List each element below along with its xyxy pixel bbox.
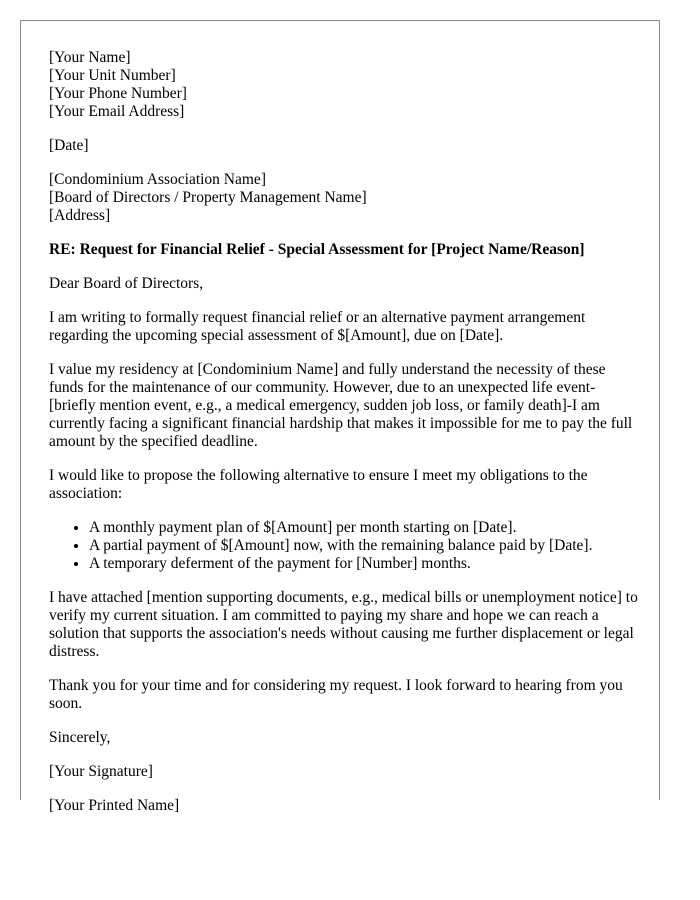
- letter-content: [49, 49, 639, 831]
- body-paragraph-thanks: Thank you for your time and for considering my request. I look forward to hearing from you soon.: [49, 677, 623, 712]
- recipient-address-block: [49, 171, 639, 225]
- letter-page: [20, 20, 660, 814]
- subject-line: RE: Request for Financial Relief - Special Assessment for [Project Name/Reason]: [49, 241, 585, 258]
- printed-name-placeholder: [Your Printed Name]: [49, 797, 180, 814]
- body-paragraph-proposal: I would like to propose the following alternative to ensure I meet my obligations to the association:: [49, 467, 588, 502]
- recipient-board: [Board of Directors / Property Management Name]: [49, 189, 367, 206]
- letter-date: [Date]: [49, 137, 89, 154]
- salutation: Dear Board of Directors,: [49, 275, 204, 292]
- recipient-address: [Address]: [49, 207, 111, 224]
- body-paragraph-request: I am writing to formally request financial relief or an alternative payment arrangement regarding the upcoming special assessment of $[Amount], due on [Date].: [49, 309, 586, 344]
- list-item: • A temporary deferment of the payment for [Number] months.: [89, 555, 639, 573]
- sender-phone: [Your Phone Number]: [49, 85, 187, 102]
- recipient-association: [Condominium Association Name]: [49, 171, 266, 188]
- signature-placeholder: [Your Signature]: [49, 763, 153, 780]
- list-item: • A partial payment of $[Amount] now, with the remaining balance paid by [Date].: [89, 537, 639, 555]
- closing: Sincerely,: [49, 729, 111, 746]
- body-paragraph-hardship: I value my residency at [Condominium Name] and fully understand the necessity of these funds for the maintenance of our community. However, due to an unexpected life event-[briefly mention event, e.g., a medical emergency, sudden job loss, or family death]-I am currently facing a significant financial hardship that makes it impossible for me to pay the full amount by the specified deadline.: [49, 361, 633, 450]
- list-item: • A monthly payment plan of $[Amount] per month starting on [Date].: [89, 519, 639, 537]
- sender-address-block: [49, 49, 639, 121]
- sender-unit: [Your Unit Number]: [49, 67, 176, 84]
- body-paragraph-documents: I have attached [mention supporting documents, e.g., medical bills or unemployment notice] to verify my current situation. I am committed to paying my share and hope we can reach a solution that supports the association's needs without causing me further displacement or legal distress.: [49, 589, 638, 660]
- payment-options-list: [49, 519, 639, 573]
- sender-name: [Your Name]: [49, 49, 131, 66]
- sender-email: [Your Email Address]: [49, 103, 185, 120]
